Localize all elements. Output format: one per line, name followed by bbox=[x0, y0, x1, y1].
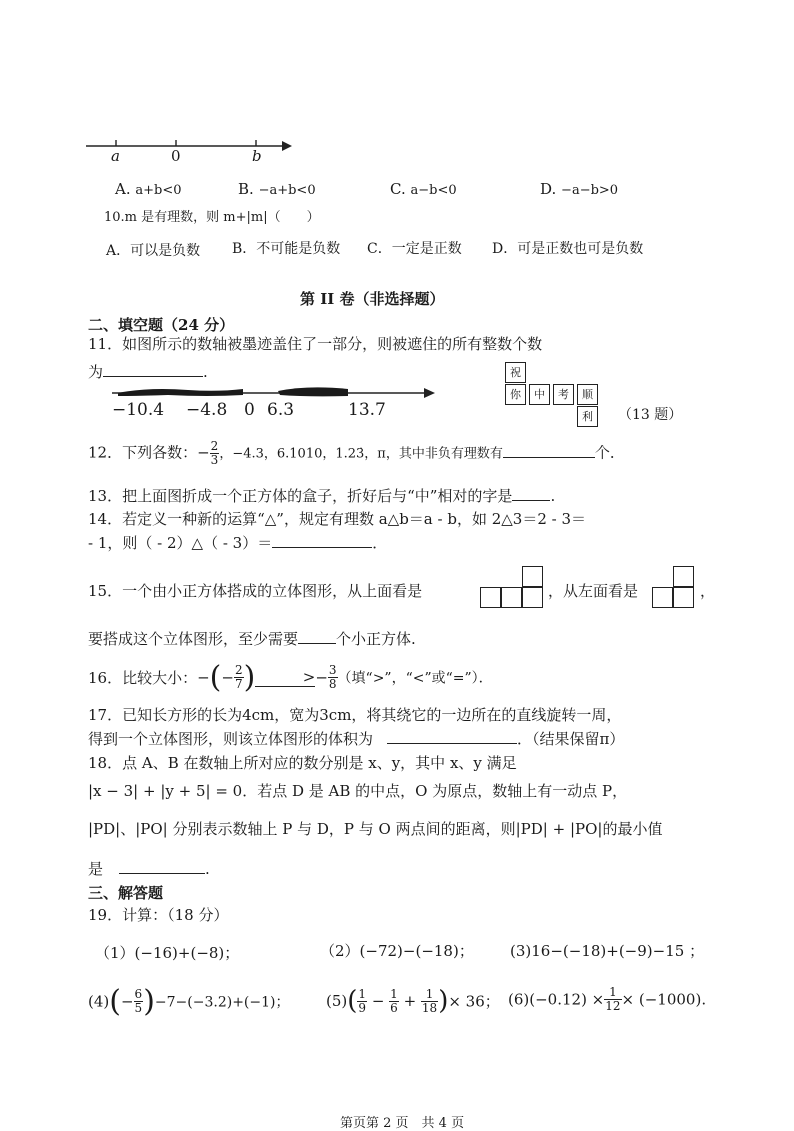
q10-option-a: A．可以是负数 bbox=[106, 243, 201, 259]
q15-top-view-cell bbox=[501, 587, 522, 608]
q11-ink-blot-right bbox=[278, 387, 348, 396]
cube-net-cell-3: 中 bbox=[529, 384, 550, 405]
q19-title: 19．计算：（18 分） bbox=[88, 906, 229, 924]
q11-axis-label-5: 13.7 bbox=[348, 400, 386, 420]
q19-part-1: （1）(−16)+(−8)； bbox=[95, 944, 240, 962]
q9-axis-label-a: a bbox=[111, 147, 120, 165]
q19-p6-fraction: $\frac{1}{12}$ bbox=[605, 985, 621, 1013]
q18-line1: 18．点 A、B 在数轴上所对应的数分别是 x、y，其中 x、y 满足 bbox=[88, 754, 517, 772]
q11-axis-label-1: −10.4 bbox=[112, 400, 165, 420]
q9-axis-label-0: 0 bbox=[171, 147, 181, 165]
q15-top-view-cell bbox=[480, 587, 501, 608]
q9-option-d: D. −a−b>0 bbox=[540, 180, 619, 198]
q18-line2: |x − 3| + |y + 5| = 0．若点 D 是 AB 的中点，O 为原点，数轴上有一动点 P， bbox=[88, 782, 628, 800]
q15-top-view bbox=[480, 566, 546, 610]
q19-p5-fraction-1: $\frac{1}{9}$ bbox=[358, 986, 367, 1015]
q14-line1: 14．若定义一种新的运算“△”，规定有理数 a△b＝a - b，如 2△3＝2 - 3＝ bbox=[88, 510, 587, 528]
q19-p5-fraction-3: $\frac{1}{18}$ bbox=[421, 986, 438, 1015]
q15-top-view-cell bbox=[522, 566, 543, 587]
q15-line2: 要搭成这个立体图形，至少需要 个小正方体. bbox=[88, 630, 416, 648]
q17-line1: 17．已知长方形的长为4cm，宽为3cm，将其绕它的一边所在的直线旋转一周， bbox=[88, 706, 622, 724]
cube-net-cell-4: 考 bbox=[553, 384, 574, 405]
q18-line3: |PD|、|PO| 分别表示数轴上 P 与 D，P 与 O 两点间的距离，则|PD| + |PO|的最小值 bbox=[88, 820, 663, 838]
q16: 16．比较大小：−(− $\frac{2}{7}$ ) >− $\frac{3}{8}$ （填“>”，“<”或“=”）． bbox=[88, 660, 493, 695]
q15-line1-mid: ，从左面看是 bbox=[548, 582, 639, 600]
cube-net bbox=[505, 362, 605, 432]
q15-left-view-cell bbox=[652, 587, 673, 608]
q11-axis-label-3: 0 bbox=[244, 400, 255, 420]
q15-line1-end: ， bbox=[700, 582, 716, 600]
q17-line2: 得到一个立体图形，则该立体图形的体积为 ．（结果保留π） bbox=[88, 730, 625, 748]
part2-title: 第 II 卷（非选择题） bbox=[300, 290, 445, 308]
q15-left-view-cell bbox=[673, 566, 694, 587]
cube-net-caption: （13 题） bbox=[618, 407, 683, 423]
q9-option-c: C. a−b<0 bbox=[390, 180, 457, 198]
q9-axis-label-b: b bbox=[252, 147, 262, 165]
q11-axis-label-2: −4.8 bbox=[186, 400, 228, 420]
cube-net-cell-5: 顺 bbox=[577, 384, 598, 405]
section3-title: 三、解答题 bbox=[88, 884, 164, 902]
q9-option-b: B. −a+b<0 bbox=[238, 180, 316, 198]
q19-part-2: （2）(−72)−(−18)； bbox=[320, 942, 474, 960]
q18-line4: 是 . bbox=[88, 860, 210, 878]
q19-p5-fraction-2: $\frac{1}{6}$ bbox=[390, 986, 398, 1015]
q11-ink-blot-left bbox=[118, 389, 243, 396]
q10-option-b: B．不可能是负数 bbox=[232, 241, 341, 257]
q15-left-view-cell bbox=[673, 587, 694, 608]
q11-answer-blank bbox=[103, 362, 203, 377]
cube-net-cell-1: 祝 bbox=[505, 362, 526, 383]
q16-answer: > bbox=[255, 668, 315, 687]
q19-part-5: (5)( $\frac{1}{9}$ − $\frac{1}{6}$ + $\frac{1}{18}$ )× 36； bbox=[326, 986, 500, 1016]
q14-line2: - 1，则（ - 2）△（ - 3）＝ ． bbox=[88, 534, 388, 552]
q15-left-view bbox=[652, 566, 698, 610]
q17-answer-blank bbox=[387, 729, 517, 744]
page-footer: 第页第 2 页 共 4 页 bbox=[340, 1116, 465, 1131]
q10-stem: 10.m 是有理数，则 m+|m|（ ） bbox=[104, 210, 320, 225]
q12: 12．下列各数：− $\frac{2}{3}$ ，−4.3，6.1010，1.23̇，π，其中非负有理数有 个． bbox=[88, 439, 625, 467]
q19-part-6: (6)(−0.12) × $\frac{1}{12}$ × (−1000). bbox=[508, 985, 707, 1013]
q18-answer-blank bbox=[119, 859, 205, 874]
q11-axis-label-4: 6.3 bbox=[267, 400, 295, 420]
q15-top-view-cell bbox=[522, 587, 543, 608]
q9-option-a: A. a+b<0 bbox=[115, 180, 182, 198]
q15-answer-blank bbox=[298, 629, 336, 644]
q13-answer-blank bbox=[512, 486, 550, 501]
q19-part-4: (4)(− $\frac{6}{5}$ )−7−(−3.2)+(−1)； bbox=[88, 984, 290, 1019]
q13: 13．把上面图折成一个正方体的盒子，折好后与“中”相对的字是 . bbox=[88, 487, 556, 505]
q15-line1: 15．一个由小正方体搭成的立体图形，从上面看是 bbox=[88, 582, 423, 600]
q12-fraction: $\frac{2}{3}$ bbox=[210, 439, 219, 467]
cube-net-cell-6: 利 bbox=[577, 406, 598, 427]
q11-text2: 为 . bbox=[88, 363, 208, 381]
q16-fraction-2: $\frac{3}{8}$ bbox=[328, 663, 337, 691]
cube-net-cell-2: 你 bbox=[505, 384, 526, 405]
q14-answer-blank bbox=[272, 533, 372, 548]
q12-answer-blank bbox=[503, 443, 595, 458]
q10-option-d: D．可是正数也可是负数 bbox=[492, 241, 644, 257]
q19-p4-fraction: $\frac{6}{5}$ bbox=[134, 987, 143, 1015]
q10-option-c: C．一定是正数 bbox=[367, 241, 462, 257]
q11-text: 11．如图所示的数轴被墨迹盖住了一部分，则被遮住的所有整数个数 bbox=[88, 335, 543, 353]
q16-fraction-1: $\frac{2}{7}$ bbox=[234, 663, 243, 691]
q19-part-3: (3)16−(−18)+(−9)−15 ； bbox=[510, 942, 705, 960]
section2-title: 二、填空题（24 分） bbox=[88, 316, 235, 334]
